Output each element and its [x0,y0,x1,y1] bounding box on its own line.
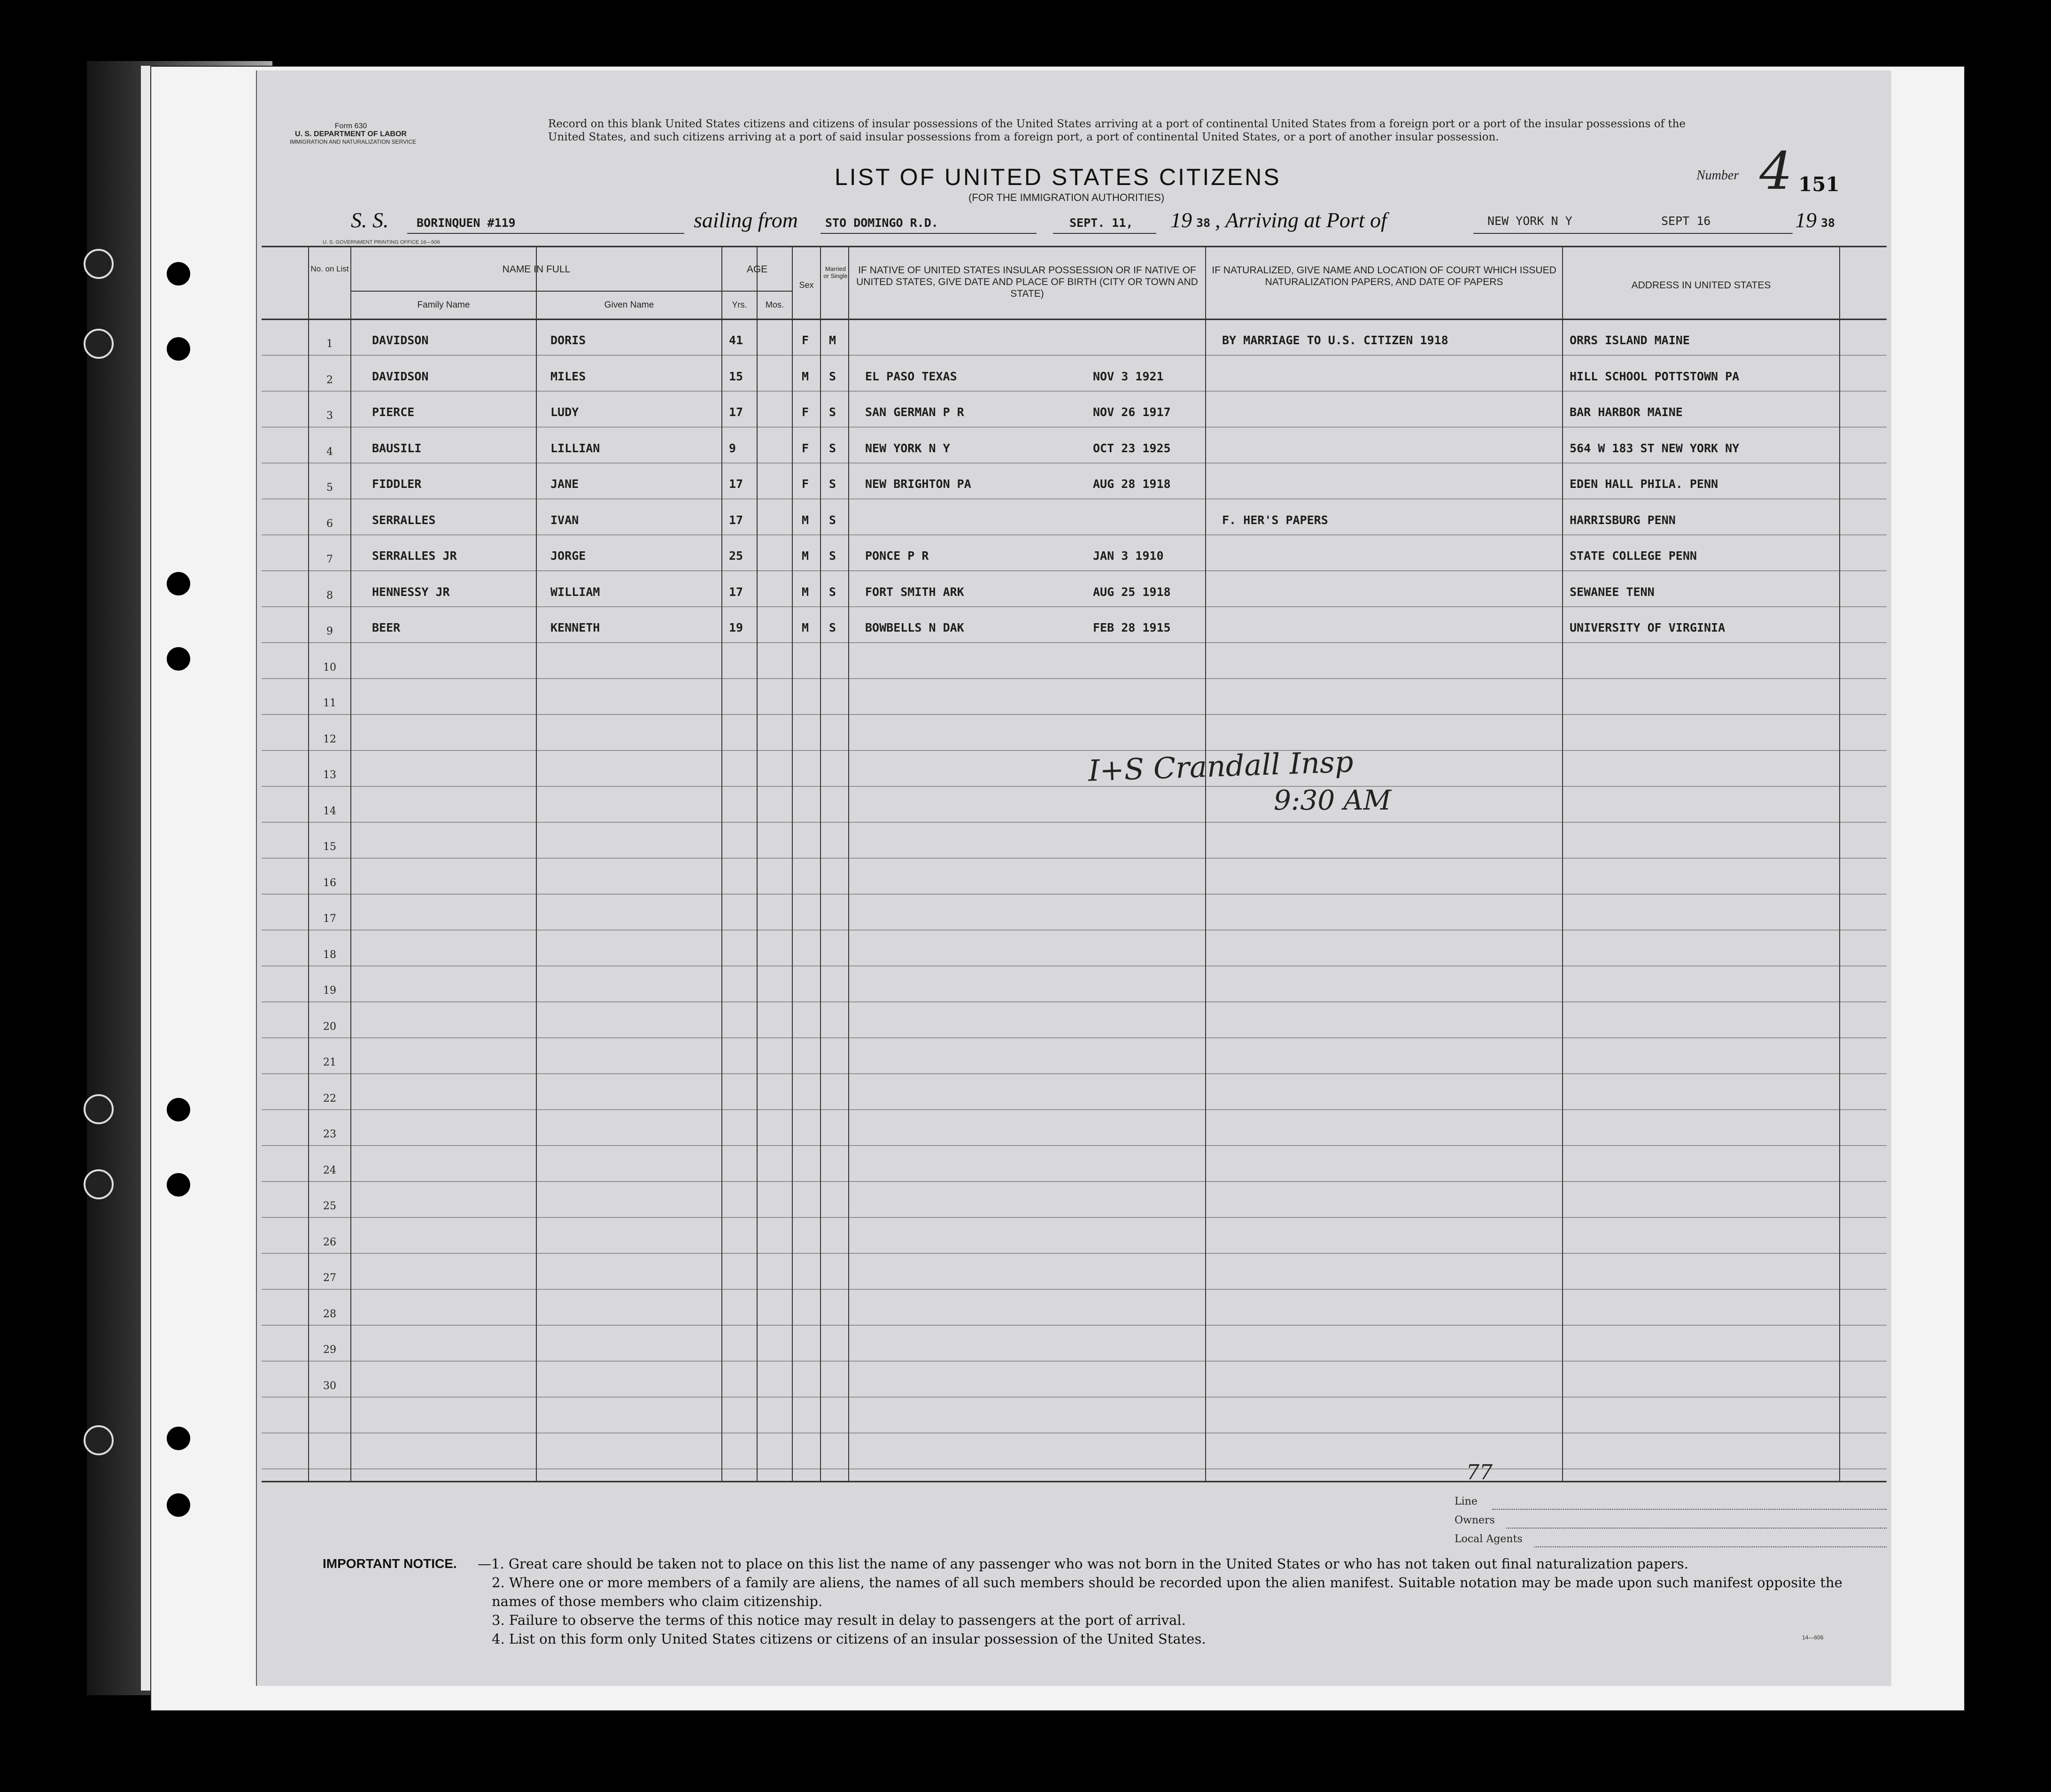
sex-cell: M [802,513,809,527]
sailing-from-port: STO DOMINGO R.D. [825,216,938,230]
given-name-cell: DORIS [550,333,586,347]
passenger-count: 77 [1466,1460,1493,1484]
arrival-date: SEPT 16 [1661,214,1711,228]
agents-field [1455,1533,1887,1552]
given-name-cell: JANE [550,477,579,491]
birth-place-cell: PONCE P R [865,549,929,563]
row-number: 30 [323,1380,336,1392]
header-sex: Sex [799,280,814,290]
given-name-cell: LILLIAN [550,441,600,455]
birth-place-cell: FORT SMITH ARK [865,585,964,599]
address-cell: SEWANEE TENN [1570,585,1655,599]
row-number: 12 [323,733,336,745]
arriving-label: , Arriving at Port of [1215,208,1387,232]
line-label: Line [1455,1496,1478,1507]
notice-list [478,1554,1877,1648]
sex-cell: M [802,585,809,599]
line-rule [1492,1509,1887,1510]
inspection-time: 9:30 AM [1274,784,1391,816]
vessel-line [351,208,1863,236]
header-no-on-list: No. on List [310,264,349,273]
birth-place-cell: EL PASO TEXAS [865,369,957,383]
sailing-date-underline [1053,233,1156,234]
age-cell: 17 [729,477,743,491]
sex-cell: F [802,405,809,419]
notice-item-3: 3. Failure to observe the terms of this notice may result in delay to passengers at the port of arrival. [492,1612,1186,1628]
family-name-cell: BAUSILI [372,441,422,455]
row-number: 16 [323,877,336,889]
marital-status-cell: S [829,585,836,599]
row-number: 18 [323,949,336,961]
row-number: 4 [326,446,333,458]
birth-place-cell: NEW BRIGHTON PA [865,477,971,491]
owners-field [1455,1514,1887,1533]
notice-title: IMPORTANT NOTICE. [323,1556,457,1571]
birth-date-cell: JAN 3 1910 [1093,549,1164,563]
page-subtitle: (FOR THE IMMIGRATION AUTHORITIES) [968,192,1165,203]
vessel-underline [407,233,684,234]
address-cell: ORRS ISLAND MAINE [1570,333,1690,347]
header-married-single: Married or Single [823,265,848,279]
row-number: 19 [323,985,336,996]
row-number: 23 [323,1128,336,1140]
address-cell: STATE COLLEGE PENN [1570,549,1697,563]
vessel-name: BORINQUEN #119 [417,216,516,230]
number-field [1696,131,1793,201]
age-cell: 17 [729,585,743,599]
age-cell: 17 [729,513,743,527]
family-name-cell: SERRALLES [372,513,436,527]
marital-status-cell: S [829,441,836,455]
binder-hole [167,1098,190,1121]
birth-date-cell: FEB 28 1915 [1093,621,1171,634]
binder-hole [167,572,190,595]
owners-rule [1506,1528,1887,1529]
page-title: LIST OF UNITED STATES CITIZENS [835,164,1281,190]
sex-cell: F [802,477,809,491]
row-number: 24 [323,1164,336,1176]
header-given-name: Given Name [604,300,654,310]
row-number: 10 [323,661,336,673]
birth-date-cell: NOV 26 1917 [1093,405,1171,419]
age-cell: 19 [729,621,743,634]
birth-date-cell: AUG 25 1918 [1093,585,1171,599]
row-number: 8 [326,589,333,602]
birth-place-cell: SAN GERMAN P R [865,405,964,419]
header-mos: Mos. [765,300,784,309]
sex-cell: F [802,333,809,347]
given-name-cell: LUDY [550,405,579,419]
page-number: 151 [1798,173,1840,196]
sex-cell: M [802,369,809,383]
marital-status-cell: S [829,369,836,383]
age-cell: 25 [729,549,743,563]
binder-edge [141,66,150,1691]
marital-status-cell: S [829,621,836,634]
row-number: 17 [323,913,336,925]
sailing-from-label: sailing from [694,208,798,232]
row-number: 25 [323,1200,336,1212]
passenger-table [262,247,1887,1491]
ss-label: S. S. [351,208,389,232]
given-name-cell: KENNETH [550,621,600,634]
address-cell: BAR HARBOR MAINE [1570,405,1683,419]
marital-status-cell: S [829,477,836,491]
sex-cell: M [802,549,809,563]
age-cell: 9 [729,441,736,455]
sailing-date: SEPT. 11, [1069,216,1133,230]
family-name-cell: DAVIDSON [372,333,429,347]
notice-item-2: 2. Where one or more members of a family are aliens, the names of all such members should be recorded upon the alien manifest. Suitable notation may be made upon such manifest opposite the names of those members who claim citizenship. [492,1575,1842,1609]
department-name: U. S. DEPARTMENT OF LABOR [295,130,407,138]
family-name-cell: PIERCE [372,405,415,419]
header-age: AGE [746,264,768,275]
form-instructions: Record on this blank United States citizens and citizens of insular possessions of the United States arriving at a port of continental United States from a foreign port or a port of the insular possessions of the United States, and such citizens arriving at a port of said insular possessions from a foreign port, a port of continental United States, or a port of another insular possession. [548,118,1686,143]
row-number: 28 [323,1308,336,1320]
marital-status-cell: S [829,513,836,527]
row-number: 5 [326,482,333,494]
header-naturalized: IF NATURALIZED, GIVE NAME AND LOCATION OF COURT WHICH ISSUED NATURALIZATION PAPERS, AND DATE OF PAPERS [1212,265,1556,287]
given-name-cell: WILLIAM [550,585,600,599]
service-name: IMMIGRATION AND NATURALIZATION SERVICE [290,139,417,145]
binder-hole [167,647,190,671]
given-name-cell: JORGE [550,549,586,563]
age-cell: 15 [729,369,743,383]
header-yrs: Yrs. [732,300,747,309]
row-number: 2 [326,374,333,386]
naturalization-cell: BY MARRIAGE TO U.S. CITIZEN 1918 [1222,333,1448,347]
sailing-year: 38 [1196,216,1211,230]
arrival-year-prefix: 19 [1795,208,1817,232]
marital-status-cell: S [829,549,836,563]
binder-hole [84,1425,114,1455]
address-cell: 564 W 183 ST NEW YORK NY [1570,441,1740,455]
row-number: 14 [323,805,336,817]
row-number: 13 [323,769,336,781]
row-number: 3 [326,410,333,422]
table-grid [262,247,1887,1491]
inspector-signature: I+S Crandall Insp [1087,744,1354,788]
birth-place-cell: NEW YORK N Y [865,441,950,455]
arrival-underline [1473,233,1793,234]
form-id-block [290,122,417,146]
family-name-cell: SERRALLES JR [372,549,457,563]
header-name-in-full: NAME IN FULL [502,264,571,275]
printing-note: U. S. GOVERNMENT PRINTING OFFICE 16—506 [323,239,440,245]
header-address: ADDRESS IN UNITED STATES [1631,280,1771,291]
given-name-cell: MILES [550,369,586,383]
arrival-year: 38 [1821,216,1835,230]
marital-status-cell: S [829,405,836,419]
header-family-name: Family Name [417,300,470,310]
form-code: 14—606 [1802,1634,1824,1641]
sex-cell: F [802,441,809,455]
agents-rule [1534,1546,1887,1547]
arrival-port: NEW YORK N Y [1487,214,1572,228]
given-name-cell: IVAN [550,513,579,527]
binder-hole [84,1094,114,1124]
birth-date-cell: AUG 28 1918 [1093,477,1171,491]
binder-hole [84,1169,114,1199]
row-number: 9 [326,626,333,637]
marital-status-cell: M [829,333,836,347]
address-cell: HILL SCHOOL POTTSTOWN PA [1570,369,1740,383]
row-number: 1 [326,338,333,350]
row-number: 22 [323,1092,336,1105]
signature-lines [1455,1496,1887,1552]
number-value: 4 [1759,141,1793,201]
family-name-cell: DAVIDSON [372,369,429,383]
citizen-list-form [256,70,1891,1686]
family-name-cell: FIDDLER [372,477,422,491]
binder-hole [167,1493,190,1517]
row-number: 21 [323,1057,336,1068]
notice-item-1: —1. Great care should be taken not to place on this list the name of any passenger who was not born in the United States or who has not taken out final naturalization papers. [478,1556,1688,1572]
row-number: 7 [326,554,333,565]
address-cell: HARRISBURG PENN [1570,513,1676,527]
age-cell: 17 [729,405,743,419]
row-number: 15 [323,841,336,853]
birth-date-cell: NOV 3 1921 [1093,369,1164,383]
birth-date-cell: OCT 23 1925 [1093,441,1171,455]
address-cell: EDEN HALL PHILA. PENN [1570,477,1718,491]
agents-label: Local Agents [1455,1533,1523,1545]
owners-label: Owners [1455,1514,1495,1526]
binder-hole [167,337,190,361]
row-number: 6 [326,518,333,530]
row-number: 26 [323,1236,336,1248]
binder-hole [84,249,114,279]
binder-hole [84,329,114,359]
form-number: Form 630 [334,122,367,130]
row-number: 11 [323,697,336,709]
birth-place-cell: BOWBELLS N DAK [865,621,964,634]
address-cell: UNIVERSITY OF VIRGINIA [1570,621,1726,634]
number-label: Number [1696,168,1739,183]
binder-hole [167,1427,190,1450]
naturalization-cell: F. HER'S PAPERS [1222,513,1328,527]
binder-hole [167,1173,190,1197]
age-cell: 41 [729,333,743,347]
sailing-year-prefix: 19 [1170,208,1192,232]
notice-item-4: 4. List on this form only United States citizens or citizens of an insular possession of the United States. [492,1631,1206,1647]
binder-hole [167,262,190,286]
row-number: 20 [323,1020,336,1033]
row-number: 27 [323,1272,336,1284]
line-field [1455,1496,1887,1514]
sailing-underline [820,233,1037,234]
header-birth: IF NATIVE OF UNITED STATES INSULAR POSSESSION OR IF NATIVE OF UNITED STATES, GIVE DATE AND PLACE OF BIRTH (CITY OR TOWN AND STATE) [856,265,1198,299]
sex-cell: M [802,621,809,634]
family-name-cell: BEER [372,621,401,634]
family-name-cell: HENNESSY JR [372,585,450,599]
row-number: 29 [323,1344,336,1356]
